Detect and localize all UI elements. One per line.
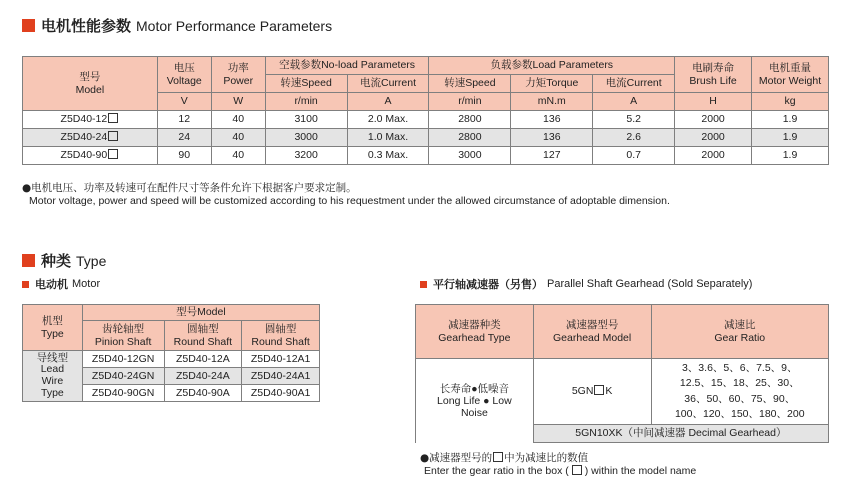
table-row [416,359,829,425]
unit-load-current: A [593,93,675,111]
cell-model: Z5D40-12 [23,111,158,129]
cell-noload-current: 0.3 Max. [347,147,429,165]
header-noload-speed: 转速Speed [265,75,347,93]
gearhead-table [415,304,829,443]
unit-noload-speed: r/min [265,93,347,111]
motor-subtitle-en: Motor [72,278,101,290]
cell-round2: Z5D40-90A1 [242,385,320,402]
cell-torque: 136 [511,129,593,147]
cell-round: Z5D40-12A [164,351,242,368]
cell-noload-speed: 3200 [265,147,347,165]
cell-load-speed: 3000 [429,147,511,165]
section-title-en: Type [76,252,107,269]
cell-model: Z5D40-90 [23,147,158,165]
section-title-zh: 电机性能参数 [41,17,132,35]
customization-note [22,180,670,207]
unit-voltage: V [157,93,211,111]
gearhead-subtitle [420,276,752,292]
header-load-speed: 转速Speed [429,75,511,93]
cell-torque: 136 [511,111,593,129]
cell-noload-current: 1.0 Max. [347,129,429,147]
unit-weight: kg [752,93,829,111]
motor-type-table [22,304,320,402]
unit-noload-current: A [347,93,429,111]
header-gearhead-model: 减速器型号 Gearhead Model [533,305,651,359]
unit-torque: mN.m [511,93,593,111]
motor-subtitle-zh: 电动机 [35,278,68,291]
header-load: 负载参数Load Parameters [429,57,675,75]
motor-subtitle [22,276,100,292]
section-type-title [22,250,106,271]
cell-gear-ratio: 3、3.6、5、6、7.5、9、 12.5、15、18、25、30、 36、50、60、75、90、 100、120、150、180、200 [651,359,829,425]
cell-load-current: 5.2 [593,111,675,129]
header-brush-life: 电刷寿命 Brush Life [675,57,752,93]
section-title-en: Motor Performance Parameters [136,17,333,34]
header-round-shaft-2: 圆轴型 Round Shaft [242,321,320,351]
cell-weight: 1.9 [752,111,829,129]
gearhead-subtitle-en: Parallel Shaft Gearhead (Sold Separately) [547,278,753,290]
header-voltage: 电压 Voltage [157,57,211,93]
table-row [23,129,829,147]
cell-brush-life: 2000 [675,111,752,129]
box-placeholder-icon [108,113,118,123]
cell-round2: Z5D40-24A1 [242,368,320,385]
cell-brush-life: 2000 [675,147,752,165]
cell-load-speed: 2800 [429,129,511,147]
cell-decimal-gearhead: 5GN10XK（中间减速器 Decimal Gearhead） [533,425,828,443]
header-load-current: 电流Current [593,75,675,93]
cell-power: 40 [211,147,265,165]
header-noload-current: 电流Current [347,75,429,93]
header-model: 型号 Model [23,57,158,111]
gear-ratio-note [420,450,696,477]
note2-en: Enter the gear ratio in the box ( ) within the model name [424,465,697,477]
cell-load-current: 0.7 [593,147,675,165]
unit-load-speed: r/min [429,93,511,111]
box-placeholder-icon [493,452,503,462]
cell-voltage: 24 [157,129,211,147]
note-zh: ●电机电压、功率及转速可在配件尺寸等条件允许下根据客户要求定制。 [22,182,357,194]
performance-table [22,56,829,165]
bullet-icon [420,281,427,288]
note-en: Motor voltage, power and speed will be customized according to his requestment under the allowed circumstance of adoptable dimension. [29,195,670,207]
table-row [23,111,829,129]
header-type: 机型 Type [23,305,83,351]
bullet-icon [22,281,29,288]
box-placeholder-icon [572,465,582,475]
unit-power: W [211,93,265,111]
section-marker-icon [22,19,35,32]
header-load-torque: 力矩Torque [511,75,593,93]
header-motor-weight: 电机重量 Motor Weight [752,57,829,93]
box-placeholder-icon [594,385,604,395]
cell-noload-speed: 3100 [265,111,347,129]
header-round-shaft: 圆轴型 Round Shaft [164,321,242,351]
cell-weight: 1.9 [752,129,829,147]
cell-torque: 127 [511,147,593,165]
header-noload: 空载参数No-load Parameters [265,57,429,75]
cell-power: 40 [211,111,265,129]
unit-brush-life: H [675,93,752,111]
section-marker-icon [22,254,35,267]
cell-gearhead-model: 5GN K [533,359,651,425]
cell-load-speed: 2800 [429,111,511,129]
cell-gearhead-type: 长寿命●低噪音 Long Life ● Low Noise [416,359,534,443]
cell-round: Z5D40-24A [164,368,242,385]
note2-zh: ●减速器型号的 中为减速比的数值 [420,452,589,464]
cell-pinion: Z5D40-12GN [82,351,164,368]
box-placeholder-icon [108,149,118,159]
header-power: 功率 Power [211,57,265,93]
cell-pinion: Z5D40-90GN [82,385,164,402]
cell-brush-life: 2000 [675,129,752,147]
header-gearhead-type: 减速器种类 Gearhead Type [416,305,534,359]
table-row [23,351,320,368]
header-gear-ratio: 减速比 Gear Ratio [651,305,829,359]
cell-pinion: Z5D40-24GN [82,368,164,385]
cell-round: Z5D40-90A [164,385,242,402]
cell-load-current: 2.6 [593,129,675,147]
header-model: 型号Model [82,305,319,321]
box-placeholder-icon [108,131,118,141]
section-performance-title [22,15,332,36]
cell-power: 40 [211,129,265,147]
cell-voltage: 12 [157,111,211,129]
header-pinion-shaft: 齿轮轴型 Pinion Shaft [82,321,164,351]
cell-noload-speed: 3000 [265,129,347,147]
gearhead-subtitle-zh: 平行轴减速器（另售） [433,278,543,291]
cell-noload-current: 2.0 Max. [347,111,429,129]
cell-voltage: 90 [157,147,211,165]
cell-round2: Z5D40-12A1 [242,351,320,368]
cell-model: Z5D40-24 [23,129,158,147]
section-title-zh: 种类 [41,252,72,270]
cell-lead-wire-type: 导线型 Lead Wire Type [23,351,83,402]
cell-weight: 1.9 [752,147,829,165]
table-row [23,147,829,165]
